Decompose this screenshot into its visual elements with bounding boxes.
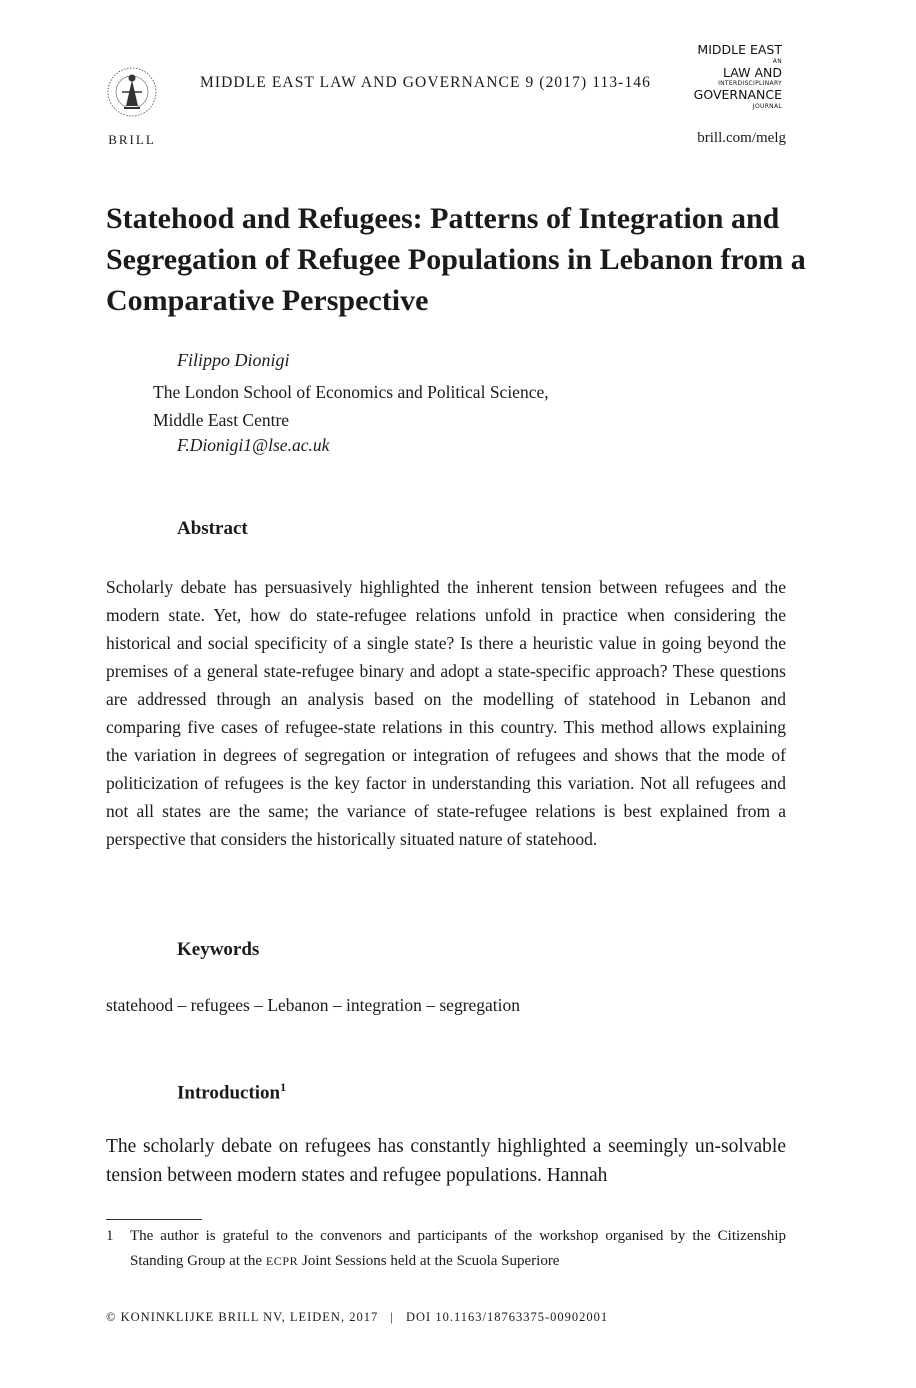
- melg-logo-line: GOVERNANCE: [693, 87, 782, 102]
- article-title: Statehood and Refugees: Patterns of Integration and Segregation of Refugee Populations in Lebanon from a Comparative Perspective: [106, 202, 806, 317]
- footer-divider: |: [390, 1310, 394, 1324]
- footnote-marker-link[interactable]: 1: [280, 1080, 287, 1094]
- melg-logo-line: INTERDISCIPLINARY: [718, 80, 782, 87]
- melg-logo-line: LAW AND: [723, 64, 782, 80]
- copyright-symbol: ©: [106, 1310, 117, 1324]
- introduction-text: The scholarly debate on refugees has constantly highlighted a seemingly un-solvable tension between modern states and refugee populations. Hannah: [106, 1136, 786, 1186]
- publisher-name: BRILL: [108, 132, 156, 147]
- keywords-list: statehood – refugees – Lebanon – integration – segregation: [106, 995, 521, 1015]
- abstract-heading: Abstract: [177, 518, 248, 539]
- melg-logo-line: MIDDLE EAST: [697, 42, 782, 57]
- author-name: Filippo Dionigi: [177, 350, 290, 370]
- affiliation-line: Middle East Centre: [153, 410, 290, 430]
- copyright-footer: [106, 1310, 608, 1325]
- keywords-heading: Keywords: [177, 939, 260, 960]
- abstract-text: Scholarly debate has persuasively highlighted the inherent tension between refugees and the modern state. Yet, how do state-refugee relations unfold in practice when considering the historical and social specificity of a single state? Is there a heuristic value in going beyond the premises of a general state-refugee binary and adopt a state-specific approach? These questions are addressed through an analysis based on the modelling of statehood in Lebanon and comparing five cases of refugee-state relations in this country. This method allows explaining the variation in degrees of segregation or integration of refugees and shows that the mode of politicization of refugees is the key factor in understanding this variation. Not all refugees and not all states are the same; the variance of state-refugee relations is best explained from a perspective that considers the historically situated nature of statehood.: [106, 577, 786, 849]
- footnote-number: 1: [106, 1228, 114, 1244]
- footnote-text-part: Joint Sessions held at the Scuola Superiore: [298, 1253, 560, 1269]
- footnote: [106, 1224, 786, 1274]
- melg-logo: [694, 44, 782, 112]
- melg-logo-line: JOURNAL: [752, 102, 782, 110]
- copyright-holder: KONINKLIJKE BRILL NV, LEIDEN, 2017: [120, 1310, 379, 1324]
- affiliation-line: The London School of Economics and Political Science,: [153, 382, 549, 402]
- brill-logo: [100, 62, 164, 148]
- journal-url-link[interactable]: brill.com/melg: [697, 130, 786, 146]
- introduction-heading-text: Introduction: [177, 1082, 281, 1104]
- footnote-text: [130, 1224, 786, 1274]
- author-affiliation: [153, 378, 549, 434]
- author-email-link[interactable]: F.Dionigi1@lse.ac.uk: [177, 435, 330, 455]
- doi-link[interactable]: DOI 10.1163/18763375-00902001: [405, 1310, 609, 1324]
- footnote-text-part: The author is grateful to the convenors and participants of the workshop organised by the Citizenship Standing Group at the: [130, 1228, 786, 1269]
- footnote-divider: [106, 1219, 202, 1220]
- introduction-heading: [177, 1080, 286, 1104]
- brill-emblem-icon: [104, 62, 160, 128]
- melg-logo-line: AN: [772, 57, 782, 65]
- footnote-acronym: ECPR: [265, 1254, 299, 1268]
- journal-citation: MIDDLE EAST LAW AND GOVERNANCE 9 (2017) 113-146: [200, 74, 651, 91]
